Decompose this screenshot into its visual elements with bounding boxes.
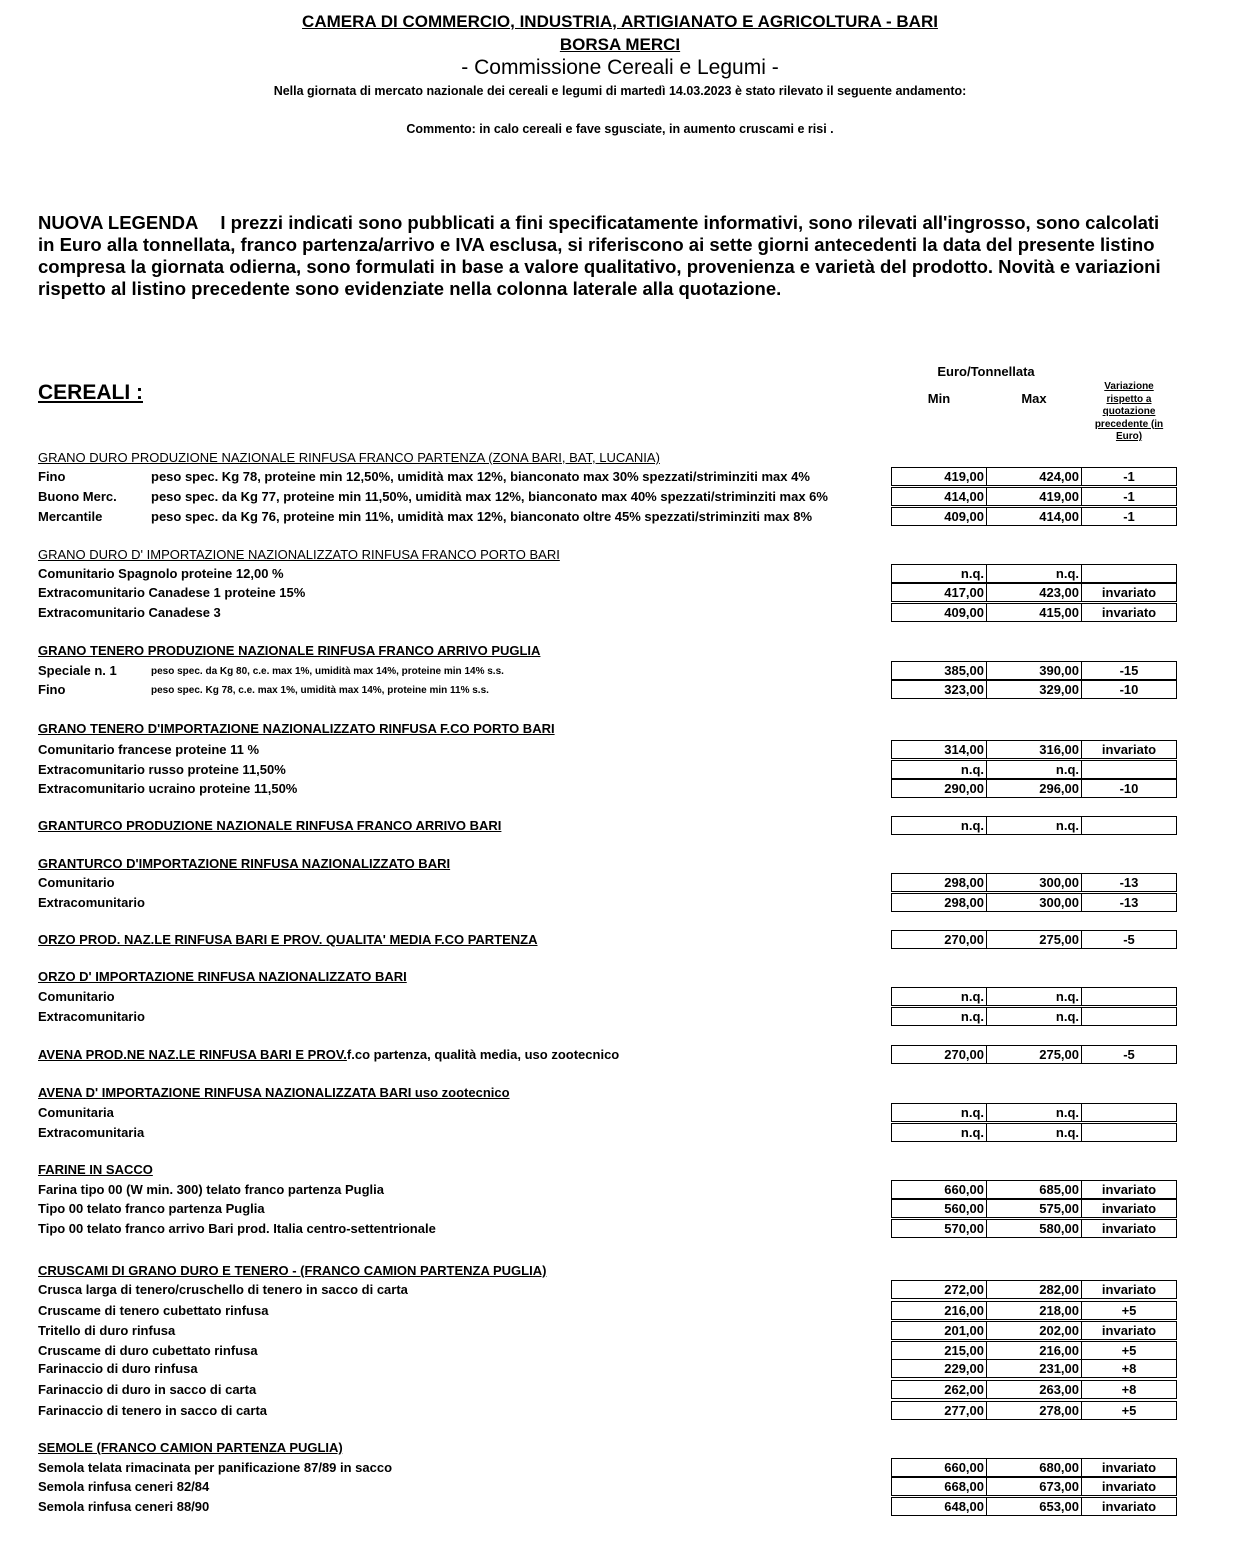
min-price-cell: n.q. bbox=[891, 760, 987, 779]
variation-cell: invariato bbox=[1081, 1321, 1177, 1340]
variation-cell: invariato bbox=[1081, 1477, 1177, 1496]
min-price-cell: 290,00 bbox=[891, 779, 987, 798]
max-price-cell: 680,00 bbox=[986, 1458, 1082, 1477]
variation-cell bbox=[1081, 816, 1177, 835]
min-price-cell: 668,00 bbox=[891, 1477, 987, 1496]
max-price-cell: 216,00 bbox=[986, 1341, 1082, 1360]
row-label: Tritello di duro rinfusa bbox=[38, 1323, 176, 1338]
row-label: Extracomunitario bbox=[38, 1009, 145, 1024]
section-title-text: ORZO D' IMPORTAZIONE RINFUSA NAZIONALIZZATO BARI bbox=[38, 969, 407, 984]
min-price-cell: 414,00 bbox=[891, 487, 987, 506]
row-label: Comunitario bbox=[38, 989, 115, 1004]
min-price-cell: 215,00 bbox=[891, 1341, 987, 1360]
commission-title: - Commissione Cereali e Legumi - bbox=[461, 56, 779, 79]
max-column-header: Max bbox=[1021, 391, 1047, 406]
max-price-cell: 202,00 bbox=[986, 1321, 1082, 1340]
row-label: Tipo 00 telato franco arrivo Bari prod. Italia centro-settentrionale bbox=[38, 1221, 436, 1236]
row-label: Extracomunitario ucraino proteine 11,50% bbox=[38, 781, 298, 796]
max-price-cell: 423,00 bbox=[986, 583, 1082, 602]
max-price-cell: 275,00 bbox=[986, 1045, 1082, 1064]
variation-cell: -5 bbox=[1081, 930, 1177, 949]
row-label: Farinaccio di duro rinfusa bbox=[38, 1361, 198, 1376]
section-title-text: ORZO PROD. NAZ.LE RINFUSA BARI E PROV. QUALITA' MEDIA F.CO PARTENZA bbox=[38, 932, 538, 947]
section-title bbox=[38, 721, 555, 736]
max-price-cell: 329,00 bbox=[986, 680, 1082, 699]
section-title bbox=[38, 1047, 619, 1062]
section-title-text: GRANO DURO D' IMPORTAZIONE NAZIONALIZZATO RINFUSA FRANCO PORTO BARI bbox=[38, 547, 560, 562]
row-description: peso spec. da Kg 76, proteine min 11%, umidità max 12%, bianconato oltre 45% spezzati/striminziti max 8% bbox=[151, 509, 813, 524]
min-price-cell: 262,00 bbox=[891, 1380, 987, 1399]
variation-cell: -1 bbox=[1081, 507, 1177, 526]
max-price-cell: 282,00 bbox=[986, 1280, 1082, 1299]
max-price-cell: n.q. bbox=[986, 760, 1082, 779]
market-intro: Nella giornata di mercato nazionale dei cereali e legumi di martedì 14.03.2023 è stato rilevato il seguente andamento: bbox=[273, 84, 967, 98]
row-label: Crusca larga di tenero/cruschello di tenero in sacco di carta bbox=[38, 1282, 408, 1297]
max-price-cell: 300,00 bbox=[986, 893, 1082, 912]
variation-cell: +5 bbox=[1081, 1301, 1177, 1320]
max-price-cell: 653,00 bbox=[986, 1497, 1082, 1516]
min-price-cell: n.q. bbox=[891, 1103, 987, 1122]
row-label: Extracomunitario bbox=[38, 895, 145, 910]
variation-cell: invariato bbox=[1081, 1280, 1177, 1299]
min-price-cell: 417,00 bbox=[891, 583, 987, 602]
max-price-cell: n.q. bbox=[986, 1123, 1082, 1142]
min-price-cell: 560,00 bbox=[891, 1199, 987, 1218]
variation-cell: invariato bbox=[1081, 583, 1177, 602]
max-price-cell: 231,00 bbox=[986, 1359, 1082, 1378]
variation-cell: -15 bbox=[1081, 661, 1177, 680]
min-price-cell: 270,00 bbox=[891, 930, 987, 949]
max-price-cell: 278,00 bbox=[986, 1401, 1082, 1420]
variation-cell bbox=[1081, 760, 1177, 779]
min-price-cell: 229,00 bbox=[891, 1359, 987, 1378]
row-label: Speciale n. 1 bbox=[38, 663, 117, 678]
min-column-header: Min bbox=[927, 391, 951, 406]
variation-cell: invariato bbox=[1081, 1199, 1177, 1218]
row-label: Extracomunitario Canadese 1 proteine 15% bbox=[38, 585, 306, 600]
row-label: Extracomunitaria bbox=[38, 1125, 145, 1140]
row-label: Comunitario Spagnolo proteine 12,00 % bbox=[38, 566, 284, 581]
section-title bbox=[38, 450, 660, 465]
row-label: Farinaccio di tenero in sacco di carta bbox=[38, 1403, 268, 1418]
row-label: Semola telata rimacinata per panificazione 87/89 in sacco bbox=[38, 1460, 393, 1475]
max-price-cell: 575,00 bbox=[986, 1199, 1082, 1218]
max-price-cell: 390,00 bbox=[986, 661, 1082, 680]
min-price-cell: 660,00 bbox=[891, 1180, 987, 1199]
min-price-cell: 277,00 bbox=[891, 1401, 987, 1420]
min-price-cell: n.q. bbox=[891, 1123, 987, 1142]
row-label: Semola rinfusa ceneri 88/90 bbox=[38, 1499, 210, 1514]
section-title-text: GRANTURCO PRODUZIONE NAZIONALE RINFUSA FRANCO ARRIVO BARI bbox=[38, 818, 502, 833]
min-price-cell: n.q. bbox=[891, 1007, 987, 1026]
row-label: Extracomunitario russo proteine 11,50% bbox=[38, 762, 286, 777]
variation-cell: -10 bbox=[1081, 680, 1177, 699]
max-price-cell: 415,00 bbox=[986, 603, 1082, 622]
max-price-cell: 300,00 bbox=[986, 873, 1082, 892]
cereali-heading: CEREALI : bbox=[38, 381, 143, 404]
variation-cell: -10 bbox=[1081, 779, 1177, 798]
max-price-cell: n.q. bbox=[986, 987, 1082, 1006]
variation-cell: invariato bbox=[1081, 1219, 1177, 1238]
max-price-cell: n.q. bbox=[986, 564, 1082, 583]
variation-cell bbox=[1081, 564, 1177, 583]
max-price-cell: 414,00 bbox=[986, 507, 1082, 526]
row-label: Mercantile bbox=[38, 509, 103, 524]
section-title bbox=[38, 547, 560, 562]
section-title-suffix: f.co partenza, qualità media, uso zootecnico bbox=[346, 1047, 620, 1062]
max-price-cell: n.q. bbox=[986, 1007, 1082, 1026]
min-price-cell: 298,00 bbox=[891, 873, 987, 892]
section-title bbox=[38, 1162, 153, 1177]
min-price-cell: n.q. bbox=[891, 564, 987, 583]
min-price-cell: 323,00 bbox=[891, 680, 987, 699]
max-price-cell: n.q. bbox=[986, 1103, 1082, 1122]
legend-paragraph bbox=[38, 212, 1178, 300]
row-description: peso spec. da Kg 80, c.e. max 1%, umidità max 14%, proteine min 14% s.s. bbox=[151, 666, 504, 677]
variation-cell: -1 bbox=[1081, 487, 1177, 506]
row-label: Comunitaria bbox=[38, 1105, 114, 1120]
variation-cell: +5 bbox=[1081, 1401, 1177, 1420]
max-price-cell: 424,00 bbox=[986, 467, 1082, 486]
min-price-cell: 648,00 bbox=[891, 1497, 987, 1516]
min-price-cell: 270,00 bbox=[891, 1045, 987, 1064]
row-label: Cruscame di duro cubettato rinfusa bbox=[38, 1343, 258, 1358]
legend-title: NUOVA LEGENDA bbox=[38, 212, 199, 233]
min-price-cell: 298,00 bbox=[891, 893, 987, 912]
section-title bbox=[38, 969, 407, 984]
section-title bbox=[38, 1440, 343, 1455]
min-price-cell: 314,00 bbox=[891, 740, 987, 759]
unit-header: Euro/Tonnellata bbox=[937, 364, 1035, 379]
variation-cell: -13 bbox=[1081, 873, 1177, 892]
row-description: peso spec. Kg 78, c.e. max 1%, umidità max 14%, proteine min 11% s.s. bbox=[151, 685, 489, 696]
section-title bbox=[38, 932, 538, 947]
variation-cell: -5 bbox=[1081, 1045, 1177, 1064]
variation-cell: invariato bbox=[1081, 1180, 1177, 1199]
row-label: Comunitario bbox=[38, 875, 115, 890]
max-price-cell: 296,00 bbox=[986, 779, 1082, 798]
row-description: peso spec. da Kg 77, proteine min 11,50%, umidità max 12%, bianconato max 40% spezzati/striminziti max 6% bbox=[151, 489, 828, 504]
max-price-cell: 263,00 bbox=[986, 1380, 1082, 1399]
min-price-cell: 419,00 bbox=[891, 467, 987, 486]
market-comment: Commento: in calo cereali e fave sgusciate, in aumento cruscami e risi . bbox=[406, 122, 834, 136]
variation-cell: invariato bbox=[1081, 603, 1177, 622]
section-title-text: AVENA PROD.NE NAZ.LE RINFUSA BARI E PROV. bbox=[38, 1047, 347, 1062]
section-title-text: FARINE IN SACCO bbox=[38, 1162, 153, 1177]
max-price-cell: 673,00 bbox=[986, 1477, 1082, 1496]
section-title-text: CRUSCAMI DI GRANO DURO E TENERO - (FRANCO CAMION PARTENZA PUGLIA) bbox=[38, 1263, 547, 1278]
row-description: peso spec. Kg 78, proteine min 12,50%, umidità max 12%, bianconato max 30% spezzati/striminziti max 4% bbox=[151, 469, 810, 484]
row-label: Farinaccio di duro in sacco di carta bbox=[38, 1382, 257, 1397]
variation-cell: invariato bbox=[1081, 740, 1177, 759]
variation-cell: -1 bbox=[1081, 467, 1177, 486]
row-label: Extracomunitario Canadese 3 bbox=[38, 605, 221, 620]
section-title bbox=[38, 643, 540, 658]
min-price-cell: 409,00 bbox=[891, 507, 987, 526]
min-price-cell: 201,00 bbox=[891, 1321, 987, 1340]
min-price-cell: 272,00 bbox=[891, 1280, 987, 1299]
section-title-text: SEMOLE (FRANCO CAMION PARTENZA PUGLIA) bbox=[38, 1440, 343, 1455]
min-price-cell: 216,00 bbox=[891, 1301, 987, 1320]
section-title-text: GRANO DURO PRODUZIONE NAZIONALE RINFUSA FRANCO PARTENZA (ZONA BARI, BAT, LUCANIA) bbox=[38, 450, 660, 465]
variation-cell bbox=[1081, 1007, 1177, 1026]
variation-cell bbox=[1081, 1103, 1177, 1122]
row-label: Fino bbox=[38, 469, 66, 484]
borsa-merci-title: BORSA MERCI bbox=[559, 35, 681, 54]
row-label: Semola rinfusa ceneri 82/84 bbox=[38, 1479, 210, 1494]
row-label: Buono Merc. bbox=[38, 489, 117, 504]
max-price-cell: 316,00 bbox=[986, 740, 1082, 759]
row-label: Fino bbox=[38, 682, 66, 697]
variation-cell: +5 bbox=[1081, 1341, 1177, 1360]
section-title bbox=[38, 1263, 546, 1278]
section-title-text: GRANO TENERO D'IMPORTAZIONE NAZIONALIZZATO RINFUSA F.CO PORTO BARI bbox=[38, 721, 555, 736]
section-title-text: AVENA D' IMPORTAZIONE RINFUSA NAZIONALIZZATA BARI uso zootecnico bbox=[38, 1085, 510, 1100]
max-price-cell: n.q. bbox=[986, 816, 1082, 835]
min-price-cell: 570,00 bbox=[891, 1219, 987, 1238]
section-title-text: GRANTURCO D'IMPORTAZIONE RINFUSA NAZIONALIZZATO BARI bbox=[38, 856, 451, 871]
min-price-cell: n.q. bbox=[891, 816, 987, 835]
section-title bbox=[38, 818, 501, 833]
row-label: Comunitario francese proteine 11 % bbox=[38, 742, 260, 757]
variation-cell bbox=[1081, 1123, 1177, 1142]
row-label: Farina tipo 00 (W min. 300) telato franco partenza Puglia bbox=[38, 1182, 385, 1197]
max-price-cell: 275,00 bbox=[986, 930, 1082, 949]
variation-cell: +8 bbox=[1081, 1380, 1177, 1399]
variation-cell: invariato bbox=[1081, 1497, 1177, 1516]
chamber-title: CAMERA DI COMMERCIO, INDUSTRIA, ARTIGIANATO E AGRICOLTURA - BARI bbox=[302, 12, 938, 31]
min-price-cell: n.q. bbox=[891, 987, 987, 1006]
section-title bbox=[38, 1085, 510, 1100]
min-price-cell: 660,00 bbox=[891, 1458, 987, 1477]
min-price-cell: 409,00 bbox=[891, 603, 987, 622]
section-title bbox=[38, 856, 450, 871]
min-price-cell: 385,00 bbox=[891, 661, 987, 680]
section-title-text: GRANO TENERO PRODUZIONE NAZIONALE RINFUSA FRANCO ARRIVO PUGLIA bbox=[38, 643, 541, 658]
variation-cell: -13 bbox=[1081, 893, 1177, 912]
row-label: Tipo 00 telato franco partenza Puglia bbox=[38, 1201, 265, 1216]
max-price-cell: 218,00 bbox=[986, 1301, 1082, 1320]
max-price-cell: 419,00 bbox=[986, 487, 1082, 506]
max-price-cell: 685,00 bbox=[986, 1180, 1082, 1199]
variation-cell bbox=[1081, 987, 1177, 1006]
variation-cell: invariato bbox=[1081, 1458, 1177, 1477]
row-label: Cruscame di tenero cubettato rinfusa bbox=[38, 1303, 269, 1318]
legend-text: I prezzi indicati sono pubblicati a fini specificatamente informativi, sono rilevati all'ingrosso, sono calcolati in Euro alla tonnellata, franco partenza/arrivo e IVA esclusa, si riferiscono ai sette giorni antecedenti la data del presente listino compresa la giornata odierna, sono formulati in base a valore qualitativo, provenienza e varietà del prodotto. Novità e variazioni rispetto al listino precedente sono evidenziate nella colonna laterale alla quotazione. bbox=[38, 212, 1161, 299]
max-price-cell: 580,00 bbox=[986, 1219, 1082, 1238]
variation-column-header: Variazione rispetto a quotazione precedente (in Euro) bbox=[1094, 381, 1164, 442]
variation-cell: +8 bbox=[1081, 1359, 1177, 1378]
